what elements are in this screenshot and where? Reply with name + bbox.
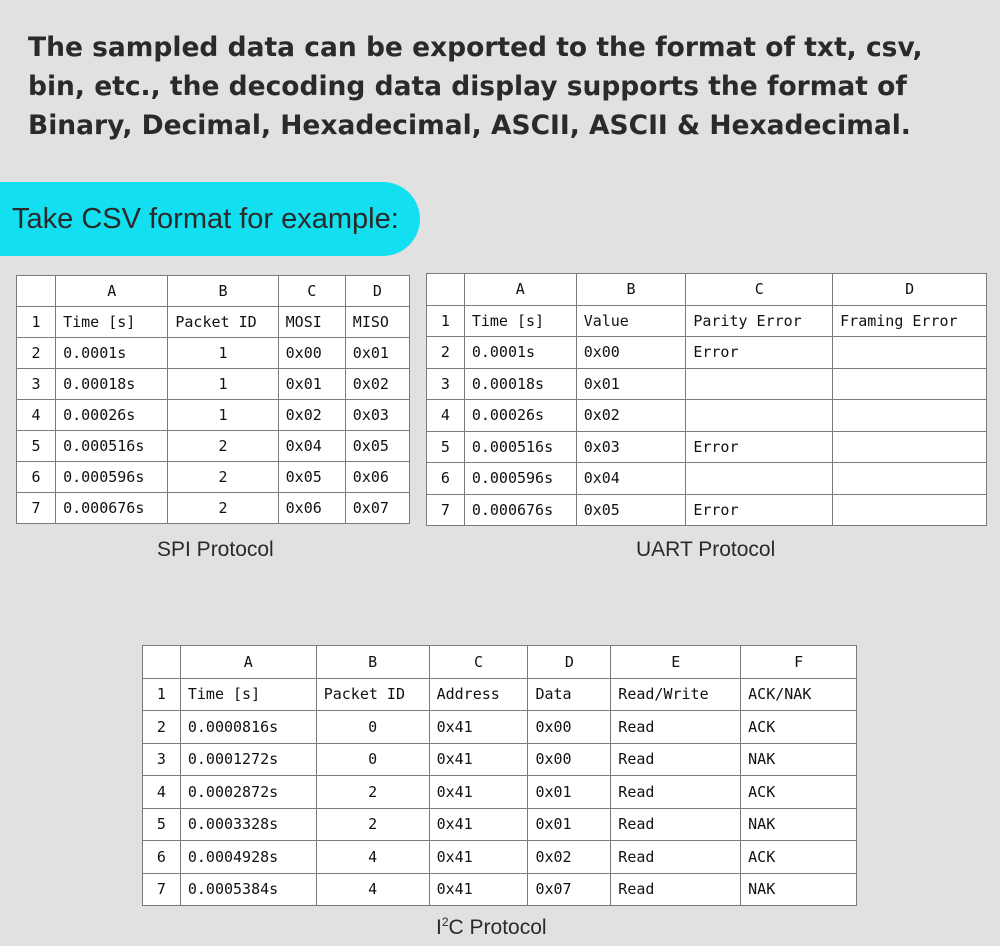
table-cell: 0.0002872s bbox=[180, 776, 316, 809]
row-number: 2 bbox=[427, 337, 465, 369]
table-cell: 0x06 bbox=[345, 462, 409, 493]
table-row bbox=[17, 307, 410, 338]
table-cell: 0x07 bbox=[345, 493, 409, 524]
row-number: 7 bbox=[143, 873, 181, 906]
table-cell: Error bbox=[686, 337, 833, 369]
table-cell: MISO bbox=[345, 307, 409, 338]
row-number: 4 bbox=[143, 776, 181, 809]
table-cell bbox=[833, 463, 987, 495]
table-cell: Read bbox=[611, 743, 741, 776]
i2c-caption-sup: 2 bbox=[441, 915, 449, 929]
table-row bbox=[427, 305, 987, 337]
i2c-caption-suffix: C Protocol bbox=[448, 916, 547, 939]
table-cell: NAK bbox=[741, 873, 857, 906]
uart-column-header-row bbox=[427, 274, 987, 306]
table-cell: Packet ID bbox=[316, 678, 429, 711]
table-cell: 0.00018s bbox=[464, 368, 576, 400]
row-number: 2 bbox=[17, 338, 56, 369]
row-number: 6 bbox=[17, 462, 56, 493]
table-cell: ACK bbox=[741, 711, 857, 744]
column-letter: B bbox=[576, 274, 686, 306]
table-cell: 0x41 bbox=[429, 873, 528, 906]
table-cell: 0 bbox=[316, 711, 429, 744]
table-row bbox=[143, 776, 857, 809]
table-cell: 0x05 bbox=[576, 494, 686, 526]
table-cell: Read bbox=[611, 776, 741, 809]
table-row bbox=[17, 400, 410, 431]
table-cell: Read bbox=[611, 841, 741, 874]
table-cell: 0x01 bbox=[345, 338, 409, 369]
table-cell: 0x02 bbox=[576, 400, 686, 432]
table-cell: 0x04 bbox=[278, 431, 345, 462]
table-cell: 2 bbox=[168, 462, 278, 493]
table-cell: 0x02 bbox=[528, 841, 611, 874]
table-cell: 0.0001272s bbox=[180, 743, 316, 776]
table-cell: NAK bbox=[741, 808, 857, 841]
column-letter: C bbox=[278, 276, 345, 307]
table-cell: 1 bbox=[168, 369, 278, 400]
table-cell: 0.0003328s bbox=[180, 808, 316, 841]
i2c-caption-prefix: I bbox=[436, 916, 442, 939]
table-cell: 0x02 bbox=[278, 400, 345, 431]
row-number: 3 bbox=[427, 368, 465, 400]
uart-table bbox=[426, 273, 987, 526]
column-letter: C bbox=[429, 646, 528, 679]
table-row bbox=[17, 431, 410, 462]
table-cell: 0x41 bbox=[429, 808, 528, 841]
table-cell: Framing Error bbox=[833, 305, 987, 337]
table-cell bbox=[833, 368, 987, 400]
example-label: Take CSV format for example: bbox=[12, 202, 399, 235]
table-cell: 0x00 bbox=[528, 711, 611, 744]
table-cell: 0.0001s bbox=[56, 338, 168, 369]
column-letter: C bbox=[686, 274, 833, 306]
spi-caption: SPI Protocol bbox=[157, 538, 274, 561]
table-cell: 0.000516s bbox=[56, 431, 168, 462]
corner-cell bbox=[143, 646, 181, 679]
table-cell: ACK bbox=[741, 776, 857, 809]
spi-table bbox=[16, 275, 410, 524]
table-cell: 0.0005384s bbox=[180, 873, 316, 906]
table-cell: 0x02 bbox=[345, 369, 409, 400]
column-letter: F bbox=[741, 646, 857, 679]
table-row bbox=[427, 463, 987, 495]
row-number: 4 bbox=[427, 400, 465, 432]
table-cell: 0x01 bbox=[576, 368, 686, 400]
table-row bbox=[143, 743, 857, 776]
table-cell: 0.00026s bbox=[56, 400, 168, 431]
table-cell: Time [s] bbox=[180, 678, 316, 711]
corner-cell bbox=[17, 276, 56, 307]
table-row bbox=[427, 368, 987, 400]
table-cell: 0x06 bbox=[278, 493, 345, 524]
table-cell: Read bbox=[611, 711, 741, 744]
table-cell: 0x01 bbox=[278, 369, 345, 400]
table-cell: 0x41 bbox=[429, 776, 528, 809]
table-cell: 2 bbox=[316, 776, 429, 809]
example-banner bbox=[0, 182, 420, 256]
table-cell: 0.00018s bbox=[56, 369, 168, 400]
row-number: 5 bbox=[427, 431, 465, 463]
table-cell: 0x00 bbox=[576, 337, 686, 369]
table-row bbox=[143, 678, 857, 711]
table-row bbox=[17, 338, 410, 369]
table-cell: 0x05 bbox=[278, 462, 345, 493]
table-cell: MOSI bbox=[278, 307, 345, 338]
table-cell bbox=[833, 400, 987, 432]
table-cell: Read/Write bbox=[611, 678, 741, 711]
table-cell: 0.00026s bbox=[464, 400, 576, 432]
column-letter: D bbox=[345, 276, 409, 307]
table-cell: Time [s] bbox=[56, 307, 168, 338]
row-number: 6 bbox=[143, 841, 181, 874]
spi-column-header-row bbox=[17, 276, 410, 307]
row-number: 1 bbox=[17, 307, 56, 338]
row-number: 7 bbox=[17, 493, 56, 524]
row-number: 3 bbox=[143, 743, 181, 776]
row-number: 7 bbox=[427, 494, 465, 526]
table-cell: 0.000676s bbox=[56, 493, 168, 524]
table-cell: ACK/NAK bbox=[741, 678, 857, 711]
table-row bbox=[143, 873, 857, 906]
table-cell bbox=[686, 400, 833, 432]
table-cell: Parity Error bbox=[686, 305, 833, 337]
row-number: 5 bbox=[17, 431, 56, 462]
table-cell: Data bbox=[528, 678, 611, 711]
column-letter: E bbox=[611, 646, 741, 679]
table-cell: 2 bbox=[168, 493, 278, 524]
row-number: 1 bbox=[143, 678, 181, 711]
table-cell: Error bbox=[686, 431, 833, 463]
table-cell bbox=[833, 431, 987, 463]
table-cell: 0.0000816s bbox=[180, 711, 316, 744]
headline: The sampled data can be exported to the format of txt, csv, bin, etc., the decoding data display supports the format of Binary, Decimal, Hexadecimal, ASCII, ASCII & Hexadecimal. bbox=[28, 32, 923, 141]
table-row bbox=[17, 493, 410, 524]
column-letter: A bbox=[464, 274, 576, 306]
row-number: 5 bbox=[143, 808, 181, 841]
table-row bbox=[427, 431, 987, 463]
table-cell: NAK bbox=[741, 743, 857, 776]
table-cell: 0x01 bbox=[528, 808, 611, 841]
row-number: 6 bbox=[427, 463, 465, 495]
table-cell: 0.000596s bbox=[56, 462, 168, 493]
column-letter: A bbox=[180, 646, 316, 679]
table-cell: 0x03 bbox=[576, 431, 686, 463]
table-cell: 1 bbox=[168, 338, 278, 369]
table-cell: 2 bbox=[316, 808, 429, 841]
i2c-caption bbox=[436, 915, 547, 940]
table-cell: 0.0004928s bbox=[180, 841, 316, 874]
row-number: 3 bbox=[17, 369, 56, 400]
i2c-table bbox=[142, 645, 857, 906]
table-cell bbox=[833, 494, 987, 526]
table-cell: Read bbox=[611, 873, 741, 906]
table-row bbox=[17, 462, 410, 493]
row-number: 4 bbox=[17, 400, 56, 431]
table-cell: 0x00 bbox=[278, 338, 345, 369]
table-cell: 0x04 bbox=[576, 463, 686, 495]
table-row bbox=[143, 711, 857, 744]
corner-cell bbox=[427, 274, 465, 306]
row-number: 2 bbox=[143, 711, 181, 744]
table-cell: Time [s] bbox=[464, 305, 576, 337]
column-letter: D bbox=[528, 646, 611, 679]
table-cell: 0x41 bbox=[429, 743, 528, 776]
table-cell: 0 bbox=[316, 743, 429, 776]
table-cell: Error bbox=[686, 494, 833, 526]
table-cell: Address bbox=[429, 678, 528, 711]
table-cell: Packet ID bbox=[168, 307, 278, 338]
column-letter: B bbox=[168, 276, 278, 307]
table-cell: 0.0001s bbox=[464, 337, 576, 369]
column-letter: A bbox=[56, 276, 168, 307]
table-cell: 4 bbox=[316, 841, 429, 874]
table-cell: 2 bbox=[168, 431, 278, 462]
table-cell: 0x05 bbox=[345, 431, 409, 462]
table-row bbox=[143, 808, 857, 841]
table-cell: 0.000676s bbox=[464, 494, 576, 526]
i2c-column-header-row bbox=[143, 646, 857, 679]
table-cell: 0.000516s bbox=[464, 431, 576, 463]
row-number: 1 bbox=[427, 305, 465, 337]
column-letter: D bbox=[833, 274, 987, 306]
table-cell bbox=[833, 337, 987, 369]
table-row bbox=[427, 494, 987, 526]
table-row bbox=[17, 369, 410, 400]
table-cell: 0x03 bbox=[345, 400, 409, 431]
table-row bbox=[143, 841, 857, 874]
table-cell: 1 bbox=[168, 400, 278, 431]
table-row bbox=[427, 400, 987, 432]
table-row bbox=[427, 337, 987, 369]
column-letter: B bbox=[316, 646, 429, 679]
table-cell: 0.000596s bbox=[464, 463, 576, 495]
table-cell: Value bbox=[576, 305, 686, 337]
table-cell bbox=[686, 368, 833, 400]
table-cell: Read bbox=[611, 808, 741, 841]
table-cell: 0x01 bbox=[528, 776, 611, 809]
uart-caption: UART Protocol bbox=[636, 538, 776, 561]
table-cell: ACK bbox=[741, 841, 857, 874]
table-cell: 0x00 bbox=[528, 743, 611, 776]
table-cell: 0x07 bbox=[528, 873, 611, 906]
table-cell: 4 bbox=[316, 873, 429, 906]
table-cell: 0x41 bbox=[429, 711, 528, 744]
table-cell: 0x41 bbox=[429, 841, 528, 874]
table-cell bbox=[686, 463, 833, 495]
